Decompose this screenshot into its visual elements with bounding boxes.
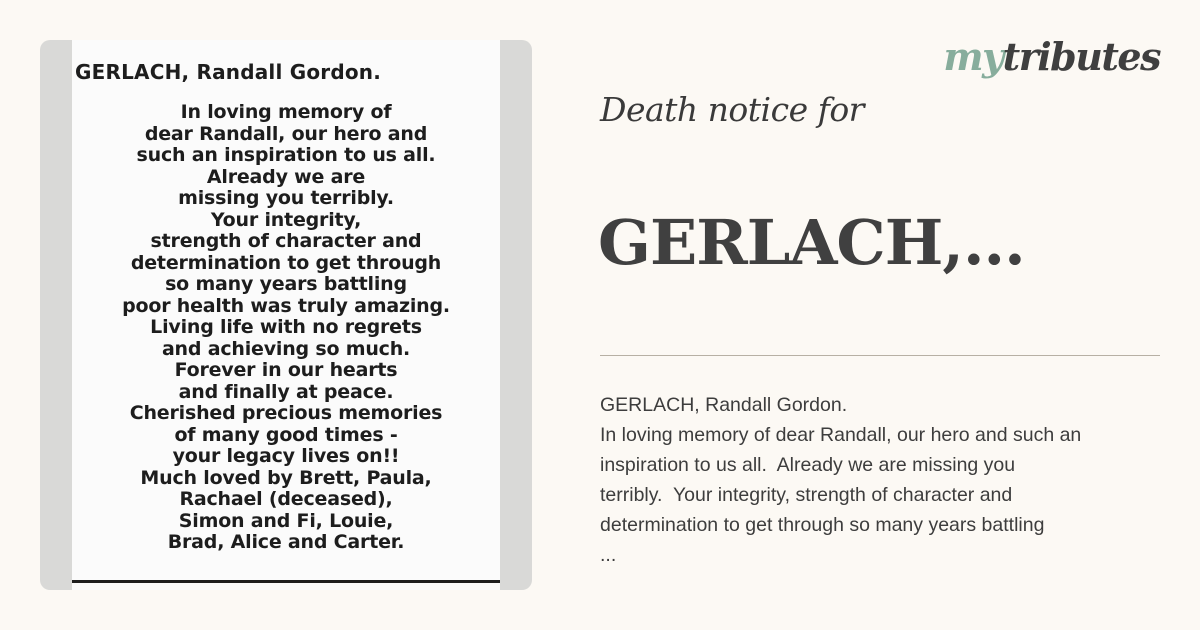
notice-line: Living life with no regrets [150, 316, 422, 338]
notice-line: Already we are [206, 165, 366, 188]
excerpt-line: In loving memory of dear Randall, our hero and such an [600, 424, 1082, 446]
notice-line: Cherished precious memories [129, 402, 443, 424]
notice-line: Much loved by Brett, Paula, [140, 466, 432, 489]
notice-line: Rachael (deceased), [179, 488, 393, 510]
notice-heading: GERLACH, Randall Gordon. [75, 60, 382, 84]
notice-line: Brad, Alice and Carter. [167, 531, 405, 553]
mytributes-logo[interactable] [943, 34, 1160, 79]
excerpt-line: terribly. Your integrity, strength of character and [600, 484, 1013, 506]
excerpt-line: inspiration to us all. Already we are missing you [600, 454, 1016, 476]
death-notice-image [40, 40, 532, 590]
notice-body [72, 102, 500, 554]
notice-line: Simon and Fi, Louie, [178, 509, 394, 532]
notice-line: of many good times - [174, 423, 398, 446]
notice-line: poor health was truly amazing. [122, 294, 450, 317]
notice-line: In loving memory of [180, 101, 392, 123]
notice-line: and finally at peace. [178, 380, 394, 403]
logo-part-tributes: tributes [1002, 34, 1160, 79]
notice-line: so many years battling [165, 273, 407, 295]
excerpt-line: determination to get through so many years battling [600, 514, 1045, 536]
notice-line: Your integrity, [210, 208, 362, 231]
logo-part-my: my [943, 34, 1003, 79]
notice-line: and achieving so much. [161, 337, 411, 360]
notice-excerpt [600, 390, 1165, 570]
notice-line: determination to get through [130, 251, 442, 274]
notice-bottom-rule [72, 580, 500, 583]
notice-line: such an inspiration to us all. [136, 144, 436, 166]
notice-line: Forever in our hearts [174, 359, 398, 381]
excerpt-ellipsis: ... [600, 544, 617, 566]
notice-line: dear Randall, our hero and [144, 122, 428, 145]
notice-paper [72, 40, 500, 590]
section-divider [600, 355, 1160, 356]
deceased-name-title: GERLACH,... [598, 206, 1025, 279]
page-subtitle: Death notice for [600, 90, 864, 129]
notice-line: your legacy lives on!! [172, 445, 400, 467]
notice-line: missing you terribly. [178, 187, 394, 209]
notice-line: strength of character and [150, 230, 422, 252]
excerpt-line: GERLACH, Randall Gordon. [600, 394, 848, 416]
